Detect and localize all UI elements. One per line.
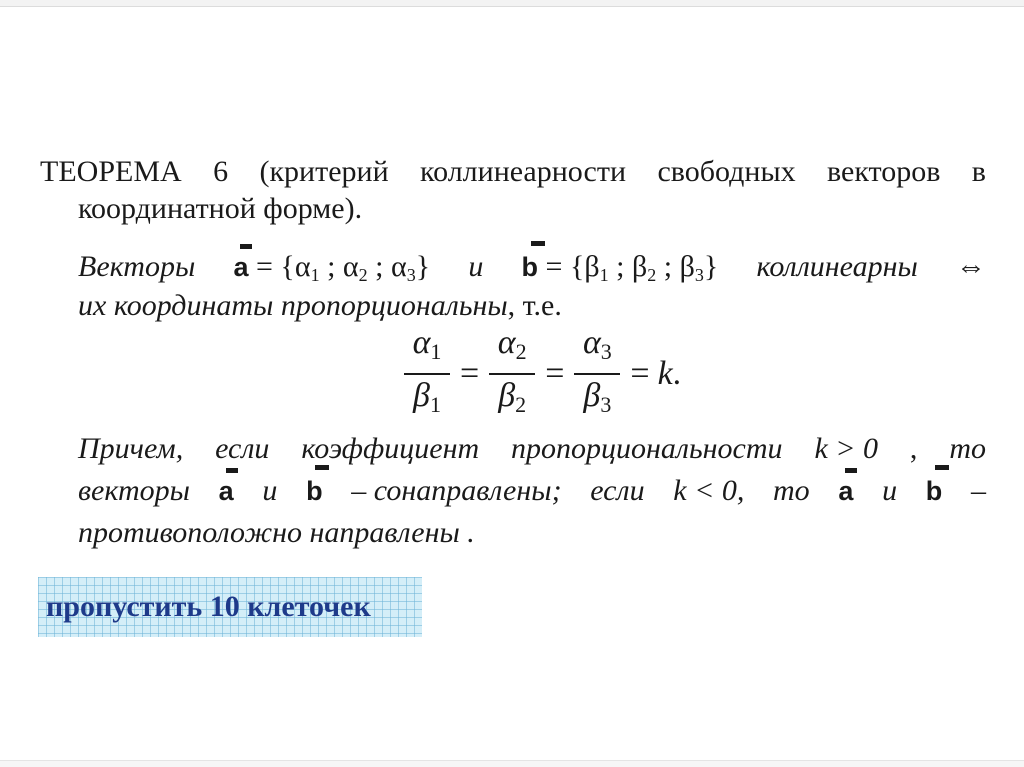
vector-a-symbol: a [838,476,854,506]
vector-b-definition [522,250,719,292]
subscript: 1 [430,339,442,364]
theorem-word: (критерий [259,155,389,188]
statement-word-collinear: коллинеарны [756,250,918,283]
remark-word: коэффициент [301,432,480,465]
remark-codirected: – сонаправлены; [351,474,562,507]
vector-a-set-open: = {α [256,250,311,283]
remark-dash: – [970,474,986,507]
subscript: 3 [600,392,612,417]
numerator-alpha: α [412,324,431,361]
fraction-2 [489,324,535,424]
denominator-beta: β [498,377,516,414]
remark-word-and: и [262,474,278,507]
theorem-title-line-2: координатной форме). [78,192,363,225]
iff-arrow-icon: ⇔ [956,250,986,283]
remark-line-1 [78,432,986,466]
remark-condition-positive: k > 0 [814,432,878,465]
fraction-3 [574,324,620,424]
remark-word-vectors: векторы [78,474,190,507]
statement-ie: , т.е. [507,289,562,322]
vector-a-symbol: a [218,476,234,506]
fraction-bar [574,373,620,375]
fraction-1 [404,324,450,424]
vector-a-sep: ; α [367,250,407,283]
coefficient-k: k [657,355,673,392]
remark-line-3: противоположно направлены . [78,516,475,549]
statement-line-2 [78,289,562,323]
subscript: 2 [515,339,527,364]
remark-word-and: и [882,474,898,507]
subscript: 1 [310,265,320,285]
fraction-bar [404,373,450,375]
numerator-alpha: α [497,324,516,361]
remark-word: Причем, [78,432,184,465]
theorem-word: ТЕОРЕМА [40,155,182,188]
denominator-beta: β [413,377,430,414]
denominator-beta: β [583,377,601,414]
numerator-alpha: α [582,324,601,361]
theorem-title-line-1 [40,155,986,189]
remark-word-then: то [773,474,810,507]
fraction-bar [489,373,535,375]
statement-word-vectors: Векторы [78,250,196,283]
subscript: 3 [406,265,416,285]
subscript: 3 [694,265,704,285]
vector-a-set-close: } [415,250,431,283]
remark-word: то [949,432,986,465]
vector-b-symbol: b [306,476,323,506]
slide-bottom-border [0,760,1024,767]
slide-top-border [0,0,1024,7]
vector-b-sep: ; β [656,250,695,283]
remark-condition-negative: k < 0, [673,474,745,507]
proportionality-formula [400,326,681,422]
formula-period: . [672,355,682,392]
vector-b-set-close: } [703,250,719,283]
subscript: 1 [429,392,441,417]
statement-proportional-text: их координаты пропорциональны [78,289,508,322]
remark-line-2 [78,474,986,508]
subscript: 3 [600,339,612,364]
vector-a-definition [233,250,430,292]
theorem-word: свободных [657,155,796,188]
vector-a-symbol: a [233,252,249,282]
vector-a-sep: ; α [319,250,359,283]
remark-word-if: если [590,474,645,507]
skip-cells-note [38,577,422,637]
theorem-word: векторов [827,155,941,188]
equals-sign: = [545,355,565,392]
vector-b-symbol: b [521,252,539,282]
skip-cells-label: пропустить 10 клеточек [46,590,371,623]
vector-b-sep: ; β [608,250,648,283]
theorem-word: в [971,155,986,188]
subscript: 1 [599,265,609,285]
subscript: 2 [515,392,527,417]
theorem-word: коллинеарности [420,155,627,188]
vector-b-symbol: b [925,476,943,506]
subscript: 2 [647,265,657,285]
subscript: 2 [358,265,368,285]
statement-word-and: и [468,250,484,283]
remark-comma: , [909,432,918,465]
statement-line-1 [78,250,986,292]
equals-sign: = [630,355,650,392]
remark-word: пропорциональности [511,432,783,465]
vector-b-set-open: = {β [545,250,600,283]
equals-sign: = [460,355,480,392]
theorem-word: 6 [213,155,229,188]
remark-word: если [215,432,270,465]
